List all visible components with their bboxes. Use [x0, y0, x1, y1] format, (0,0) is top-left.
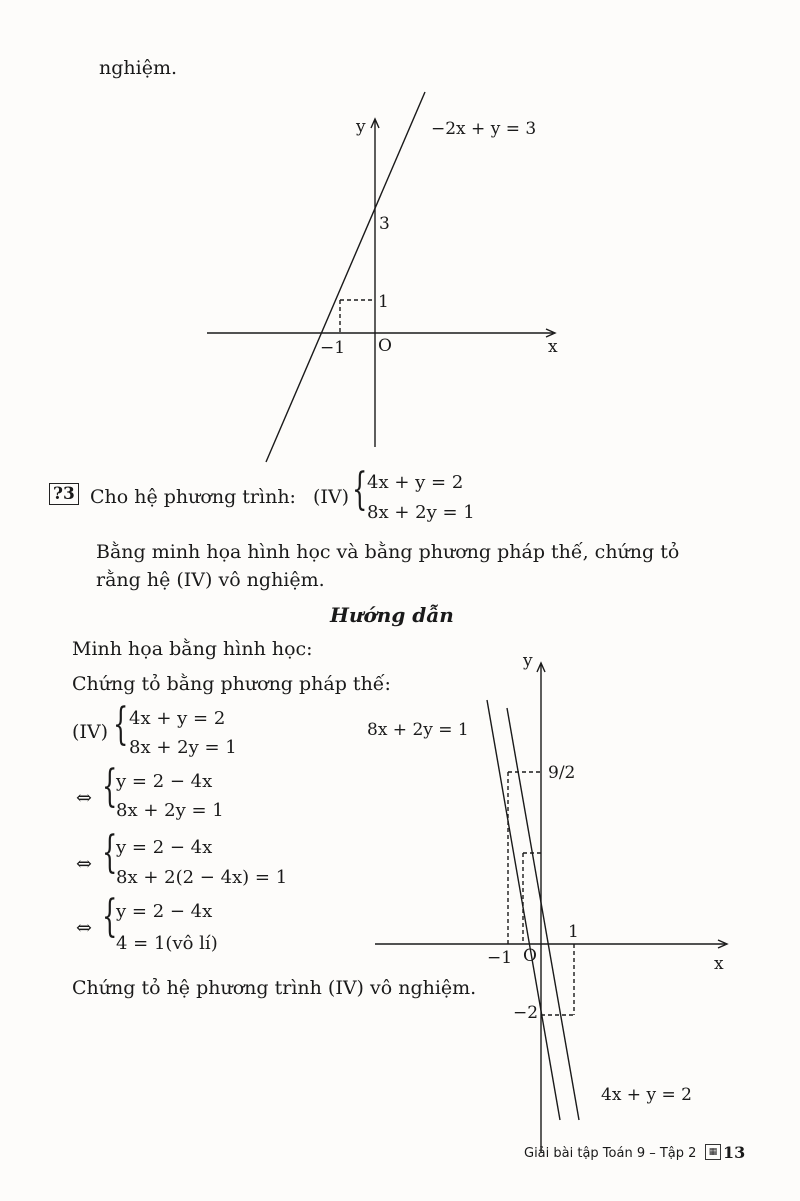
guide-line-1: Minh họa bằng hình học: — [72, 638, 313, 660]
guide-sys0-eq1: 4x + y = 2 — [129, 708, 226, 729]
guide-sys2-eq2: 8x + 2(2 − 4x) = 1 — [116, 867, 288, 888]
question-intro: Cho hệ phương trình: — [90, 486, 296, 508]
graph2-tick-9-2: 9/2 — [548, 763, 576, 783]
guide-conclusion: Chứng tỏ hệ phương trình (IV) vô nghiệm. — [72, 977, 477, 999]
guide-equiv-3: ⇔ — [76, 917, 92, 939]
guide-sys3-brace: { — [102, 891, 118, 942]
guide-sys0-eq2: 8x + 2y = 1 — [129, 737, 237, 758]
footer-text: Giải bài tập Toán 9 – Tập 2 — [524, 1146, 697, 1161]
guide-equiv-2: ⇔ — [76, 853, 92, 875]
guide-sys1-brace: { — [102, 761, 118, 812]
question-system-name: (IV) — [313, 486, 350, 508]
guide-sys1-eq1: y = 2 − 4x — [116, 771, 213, 792]
graph2-tick-1: 1 — [568, 922, 579, 942]
question-para-2: rằng hệ (IV) vô nghiệm. — [96, 569, 325, 591]
graph1-tick-3: 3 — [379, 214, 390, 234]
graph1-line-label: −2x + y = 3 — [431, 119, 537, 139]
graph2-origin: O — [523, 946, 537, 966]
graph2-tick-m1: −1 — [487, 948, 513, 968]
guide-sys0-brace: { — [113, 699, 129, 750]
graph2-tick-m2: −2 — [513, 1003, 539, 1023]
graph1-y-label: y — [356, 117, 366, 137]
question-brace: { — [352, 464, 368, 515]
guide-line-2: Chứng tỏ bằng phương pháp thế: — [72, 673, 391, 695]
question-para-1: Bằng minh họa hình học và bằng phương pháp thế, chứng tỏ — [96, 541, 680, 563]
guide-sys2-brace: { — [102, 827, 118, 878]
guide-heading: Hướng dẫn — [330, 603, 454, 627]
guide-sys0-name: (IV) — [72, 721, 109, 743]
graph1-tick-1: 1 — [378, 292, 389, 312]
guide-sys1-eq2: 8x + 2y = 1 — [116, 800, 224, 821]
guide-sys2-eq1: y = 2 − 4x — [116, 837, 213, 858]
guide-sys3-eq1: y = 2 − 4x — [116, 901, 213, 922]
top-text: nghiệm. — [99, 57, 178, 79]
guide-sys3-eq2: 4 = 1(vô lí) — [116, 933, 218, 954]
graph2-x-label: x — [714, 954, 724, 974]
graph1-x-label: x — [548, 337, 558, 357]
page-number: 13 — [723, 1143, 746, 1162]
graph1-tick-m1: −1 — [320, 338, 346, 358]
graph2-y-label: y — [523, 651, 533, 671]
graph1-line — [266, 92, 425, 462]
book-icon: ▦ — [705, 1144, 721, 1160]
graph1-origin: O — [378, 336, 392, 356]
question-eq2: 8x + 2y = 1 — [367, 502, 475, 523]
graph2-line-b-label: 4x + y = 2 — [601, 1085, 692, 1105]
question-eq1: 4x + y = 2 — [367, 472, 464, 493]
graph2-line-a-label: 8x + 2y = 1 — [367, 720, 469, 740]
guide-equiv-1: ⇔ — [76, 787, 92, 809]
question-badge: ?3 — [49, 484, 79, 504]
